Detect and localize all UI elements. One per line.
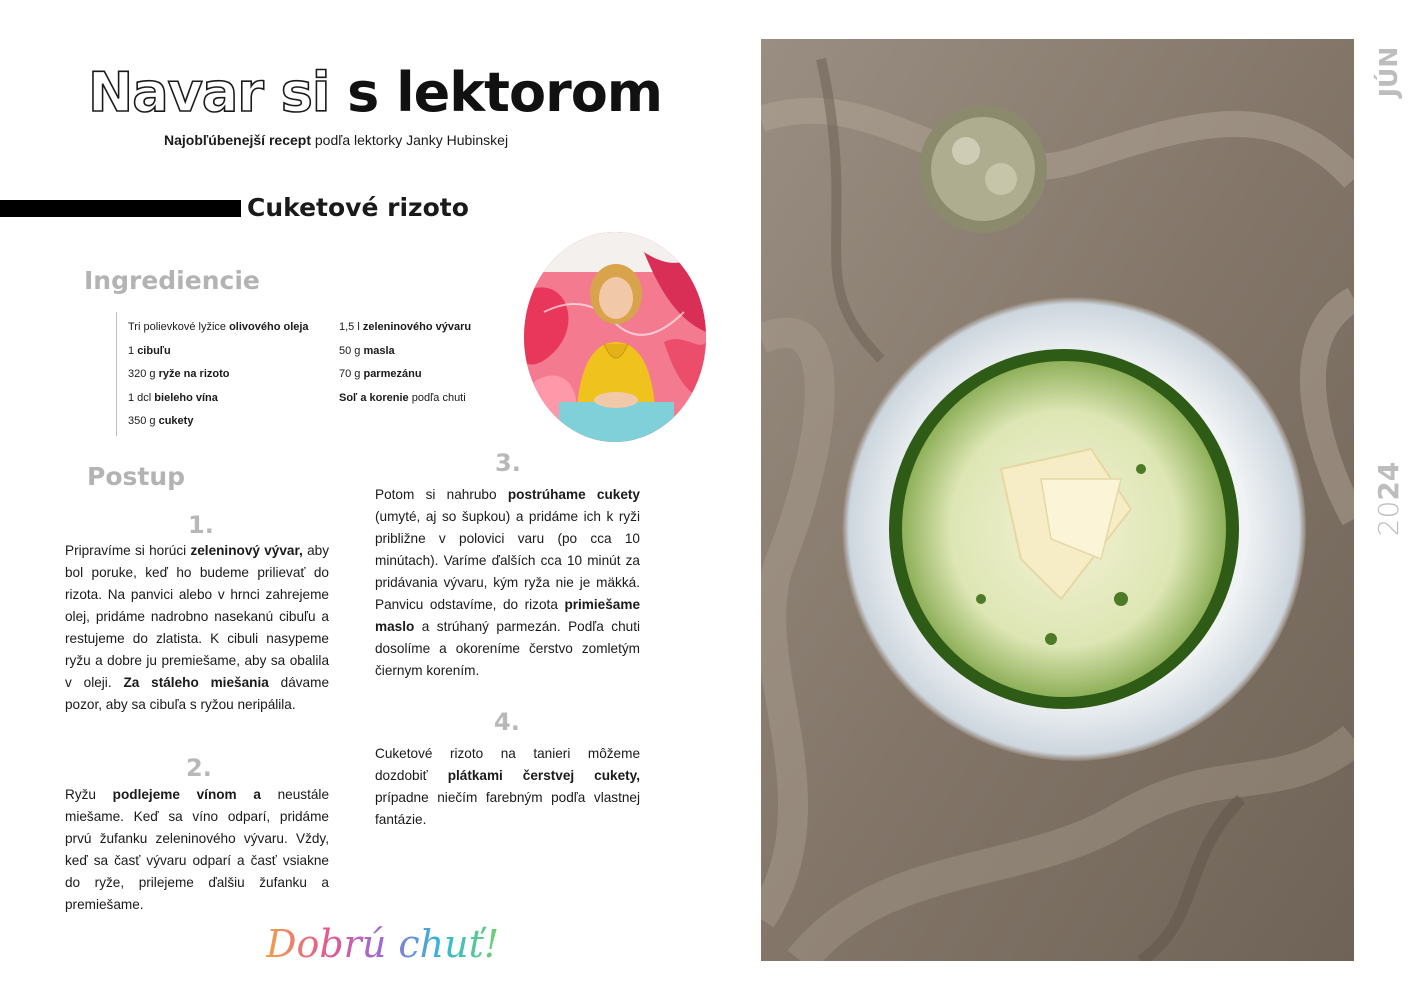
step-number: 1.	[188, 511, 214, 539]
step-number: 3.	[495, 449, 521, 477]
step-number: 2.	[186, 754, 212, 782]
step-number: 4.	[494, 708, 520, 736]
title-solid-text: s lektorom	[347, 61, 663, 124]
ingredients-heading: Ingrediencie	[84, 266, 260, 295]
ingredients-list-left	[128, 316, 309, 434]
ingredients-divider	[116, 312, 117, 436]
ingredient-item: 1,5 l zeleninového vývaru	[339, 321, 472, 333]
procedure-heading: Postup	[87, 462, 186, 491]
side-year-label: 2024	[1372, 461, 1405, 537]
ingredient-item: 320 g ryže na rizoto	[128, 368, 230, 380]
page-subtitle	[164, 132, 508, 148]
step-text: Potom si nahrubo postrúhame cukety (umyté, aj so šupkou) a pridáme ich k ryži približne v polovici varu (po cca 10 minútach). Varíme ďalších cca 10 minút za pridávania vývaru, kým ryža nie je mäkká. Panvicu odstavíme, do rizota primiešame maslo a strúhaný parmezán. Podľa chuti dosolíme a okoreníme čerstvo zomletým čiernym korením.	[375, 487, 640, 678]
dish-photo	[761, 39, 1354, 961]
risotto-photo-illustration	[761, 39, 1354, 961]
recipe-title-bar	[0, 200, 241, 217]
closing-greeting: Dobrú chuť!	[266, 918, 499, 970]
ingredient-item: 1 cibuľu	[128, 344, 171, 357]
ingredient-item: 1 dcl bieleho vína	[128, 391, 218, 404]
recipe-title: Cuketové rizoto	[247, 193, 469, 222]
ingredient-item: 70 g parmezánu	[339, 368, 422, 380]
ingredient-item: 350 g cukety	[128, 415, 194, 427]
ingredient-item: Tri polievkové lyžice olivového oleja	[128, 321, 309, 333]
ingredient-item: Soľ a korenie podľa chuti	[339, 391, 466, 404]
subtitle-bold: Najobľúbenejší recept	[164, 132, 311, 148]
step-text: Ryžu podlejeme vínom a neustále miešame. Keď sa víno odparí, pridáme prvú žufanku zeleninového vývaru. Vždy, keď sa časť vývaru odparí a časť vsiakne do ryže, prilejeme ďalšiu žufanku a premiešame.	[65, 787, 329, 912]
lecturer-portrait	[524, 232, 706, 442]
title-outline-text: Navar si	[88, 61, 330, 124]
ingredients-list-right	[339, 316, 471, 410]
step-text: Cuketové rizoto na tanieri môžeme dozdobiť plátkami čerstvej cukety, prípadne niečím farebným podľa vlastnej fantázie.	[375, 746, 640, 827]
subtitle-rest: podľa lektorky Janky Hubinskej	[311, 132, 509, 148]
lecturer-portrait-illustration	[524, 232, 706, 442]
step-text: Pripravíme si horúci zeleninový vývar, aby bol poruke, keď ho budeme prilievať do rizota. Na panvici alebo v hrnci zahrejeme olej, pridáme nadrobno nasekanú cibuľu a restujeme do zlatista. K cibuli nasypeme ryžu a dobre ju premiešame, aby sa obalila v oleji. Za stáleho miešania dávame pozor, aby sa cibuľa s ryžou neripálila.	[65, 543, 330, 712]
side-month-label: JÚN	[1374, 46, 1403, 98]
ingredient-item: 50 g masla	[339, 344, 395, 357]
page-title	[88, 58, 662, 128]
